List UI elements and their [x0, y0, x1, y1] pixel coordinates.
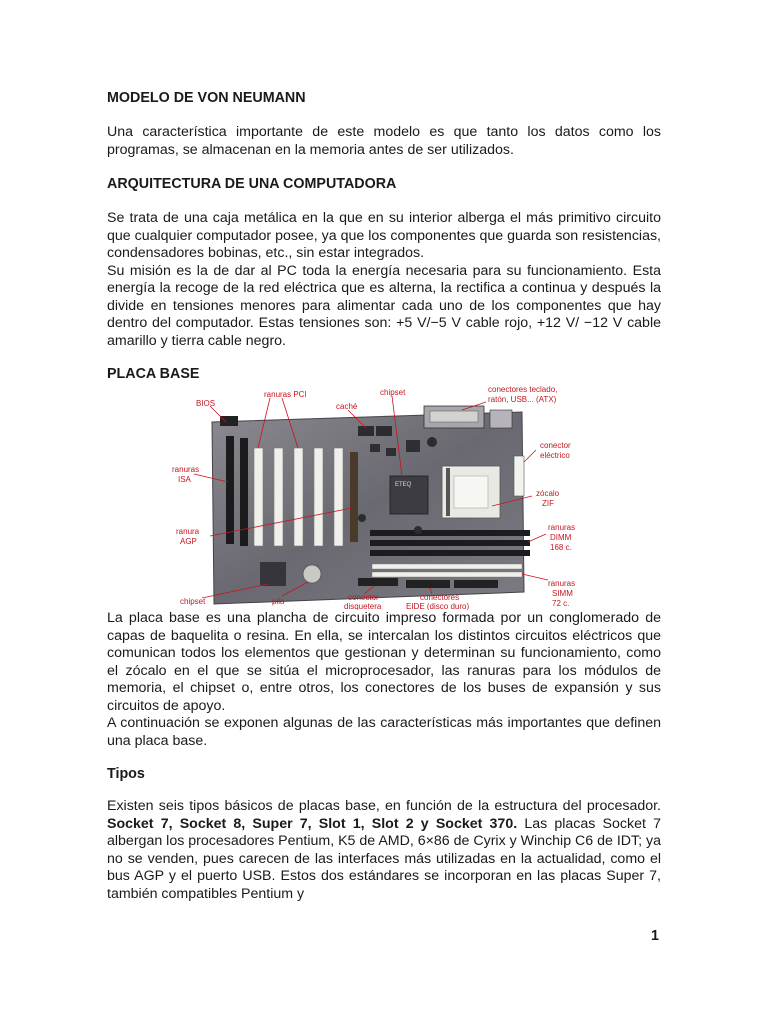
label-dimm-3: 168 c. — [550, 543, 572, 552]
bios-chip — [220, 416, 238, 426]
label-disquetera-2: disquetera — [344, 602, 382, 610]
label-conector-electrico-1: conector — [540, 441, 571, 450]
label-ranura-agp-2: AGP — [180, 537, 197, 546]
label-eide-2: EIDE (disco duro) — [406, 602, 470, 610]
motherboard-figure — [162, 382, 594, 610]
page-number: 1 — [651, 928, 659, 944]
label-conectores-teclado-2: ratón, USB... (ATX) — [488, 395, 557, 404]
heading-placa-base: PLACA BASE — [107, 366, 200, 382]
label-zocalo-2: ZIF — [542, 499, 554, 508]
heading-tipos: Tipos — [107, 766, 145, 782]
tipos-text-before: Existen seis tipos básicos de placas base, en función de la estructura del procesador. — [107, 798, 661, 814]
label-ranuras-isa-2: ISA — [178, 475, 191, 484]
dimm-slot — [370, 550, 530, 556]
label-simm-2: SIMM — [552, 589, 573, 598]
tipos-text-bold: Socket 7, Socket 8, Super 7, Slot 1, Slot 2 y Socket 370. — [107, 815, 518, 832]
simm-slot — [372, 564, 522, 569]
paragraph-von-neumann: Una característica importante de este modelo es que tanto los datos como los programas, se almacenan en la memoria antes de ser utilizados. — [107, 124, 661, 158]
isa-slot — [226, 436, 234, 544]
simm-slot — [372, 572, 522, 577]
label-simm-3: 72 c. — [552, 599, 570, 608]
label-ranuras-isa-1: ranuras — [172, 465, 200, 474]
label-eide-1: conectores — [420, 593, 460, 602]
label-conector-electrico-2: eléctrico — [540, 451, 570, 460]
label-ranura-agp-1: ranura — [176, 527, 200, 536]
label-disquetera-1: conector — [348, 593, 379, 602]
paragraph-placa-base-2: A continuación se exponen algunas de las características más importantes que definen una placa base. — [107, 715, 661, 749]
paragraph-placa-base-1: La placa base es una plancha de circuito impreso formada por un conglomerado de capas de baquelita o resina. En ella, se intercalan los distintos circuitos eléctricos que comunican todos los elementos que gestionan y determinan su funcionamiento, como el zócalo en el que se sitúa el microprocesador, las ranuras para los módulos de memoria, el chipset o, entre otros, los conectores de los buses de expansión y sus circuitos de apoyo. — [107, 610, 661, 714]
pci-slot — [334, 448, 343, 546]
dimm-slot — [370, 540, 530, 546]
label-zocalo-1: zócalo — [536, 489, 560, 498]
label-chipset-bottom: chipset — [180, 597, 206, 606]
paragraph-arquitectura — [107, 210, 661, 350]
label-dimm-2: DIMM — [550, 533, 572, 542]
label-pila: pila — [272, 597, 285, 606]
dimm-slot — [370, 530, 530, 536]
pci-slot — [274, 448, 283, 546]
paragraph-arquitectura-1: Se trata de una caja metálica en la que en su interior alberga el más primitivo circuito que cualquier computador posee, ya que los componentes que guarda son resistencias, condensadores bobinas, etc., sin estar integrados. — [107, 210, 661, 261]
paragraph-tipos — [107, 798, 661, 903]
label-dimm-1: ranuras — [548, 523, 576, 532]
label-cache: caché — [336, 402, 358, 411]
eide-connector — [454, 580, 498, 588]
heading-arquitectura: ARQUITECTURA DE UNA COMPUTADORA — [107, 176, 397, 192]
label-conectores-teclado-1: conectores teclado, — [488, 385, 558, 394]
agp-slot — [350, 452, 358, 542]
paragraph-placa-base — [107, 610, 661, 750]
label-chipset-top: chipset — [380, 388, 406, 397]
label-bios: BIOS — [196, 399, 216, 408]
label-ranuras-pci: ranuras PCI — [264, 390, 307, 399]
heading-von-neumann: MODELO DE VON NEUMANN — [107, 90, 306, 106]
pci-slot — [254, 448, 263, 546]
battery — [303, 565, 321, 583]
pci-slot — [294, 448, 303, 546]
svg-text:ETEQ: ETEQ — [395, 482, 412, 488]
label-simm-1: ranuras — [548, 579, 576, 588]
pci-slot — [314, 448, 323, 546]
floppy-connector — [358, 578, 398, 586]
tipos-text-after: Las placas Socket 7 albergan los procesadores Pentium, K5 de AMD, 6×86 de Cyrix y Winchip C6 de IDT; ya no se venden, pues carecen de las interfaces más utilizadas en la actualidad, como el bus AGP y el puerto USB. Estos dos estándares se incorporan en las placas Super 7, también compatibles Pentium y — [107, 815, 661, 902]
power-connector — [514, 456, 524, 496]
paragraph-arquitectura-2: Su misión es la de dar al PC toda la energía necesaria para su funcionamiento. Esta energía la recoge de la red eléctrica que es alterna, la rectifica a continua y después la divide en tensiones menores para alimentar cada uno de los componentes que hay dentro del computador. Estas tensiones son: +5 V/−5 V cable rojo, +12 V/ −12 V cable amarillo y tierra cable negro. — [107, 262, 661, 349]
eide-connector — [406, 580, 450, 588]
chipset-south — [260, 562, 286, 586]
